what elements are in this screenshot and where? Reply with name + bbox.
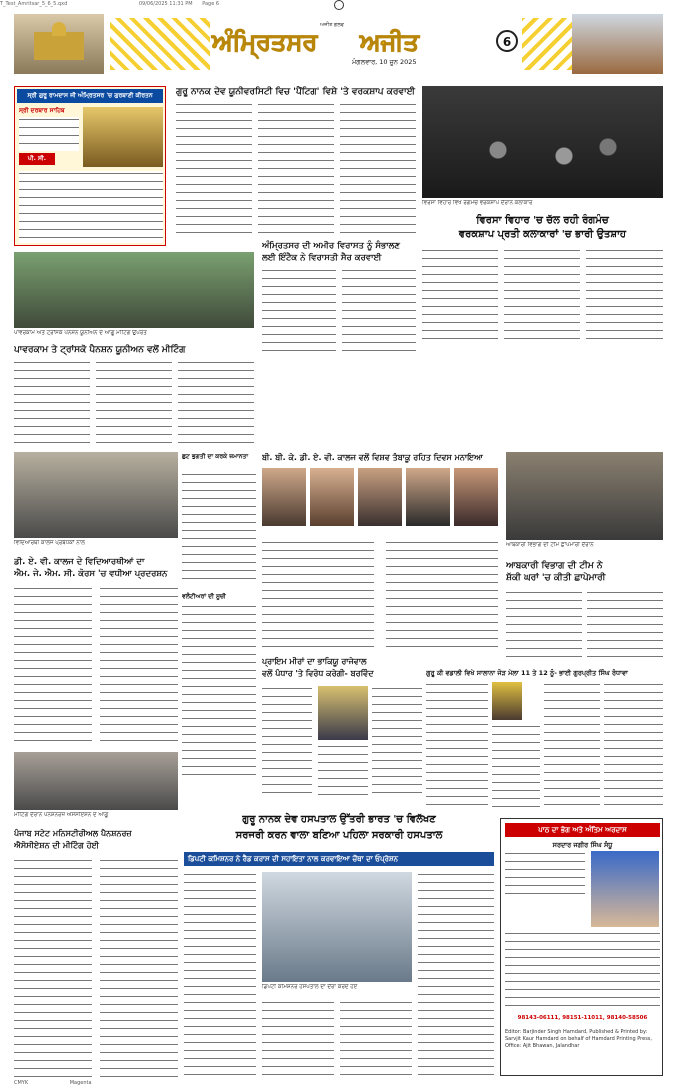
theatre-workshop-photo [422, 86, 663, 198]
page-label: Page 6 [202, 1, 220, 7]
column-text [426, 682, 488, 808]
photo-caption: ਡਿਪਟੀ ਕਮਿਸ਼ਨਰ ਹਸਪਤਾਲ ਦਾ ਦੌਰਾ ਕਰਦੇ ਹੋਏ [262, 984, 358, 990]
column-text [262, 1000, 334, 1076]
speaker-portrait [492, 682, 522, 720]
column-text [178, 360, 254, 444]
column-text [176, 102, 252, 236]
obituary-heading: ਪਾਠ ਦਾ ਭੋਗ ਅਤੇ ਅੰਤਿਮ ਅਰਦਾਸ [505, 823, 660, 837]
golden-temple-image [14, 14, 104, 74]
students-photo [14, 452, 178, 538]
headline: ਵਲੰਟੀਅਰਾਂ ਦੀ ਸੂਚੀ [182, 593, 226, 600]
article-continuation [262, 540, 498, 650]
column-text [604, 682, 663, 808]
headline: ਗੁਰੂ ਨਾਨਕ ਦੇਵ ਯੂਨੀਵਰਸਿਟੀ ਵਿਚ 'ਪੈਂਟਿਗ' ਵਿਸ਼ੇ 'ਤੇ ਵਰਕਸ਼ਾਪ ਕਰਵਾਈ [176, 87, 416, 97]
headline: ਪਾਵਰਕਾਮ ਤੇ ਟ੍ਰਾਂਸਕੋ ਪੈਨਸ਼ਨ ਯੂਨੀਅਨ ਵਲੋਂ ਮੀਟਿੰਗ [14, 345, 186, 355]
registration-mark [334, 0, 344, 10]
article-volunteers [182, 592, 256, 782]
article-bbk-dav-tobacco [262, 452, 498, 532]
column-text [340, 1000, 412, 1076]
pension-union-photo [14, 252, 254, 328]
masthead-title-1: ਅੰਮ੍ਰਿਤਸਰ [212, 28, 318, 56]
column-text [544, 682, 600, 808]
article-ministerial-pensioners [14, 828, 178, 1078]
column-text [14, 586, 92, 746]
column-text [342, 268, 416, 356]
magenta-label: Magenta [69, 1080, 92, 1086]
headline-line1: ਅੰਮ੍ਰਿਤਸਰ ਦੀ ਅਮੀਰ ਵਿਰਾਸਤ ਨੂੰ ਸੰਭਾਲਣ [262, 241, 400, 251]
masthead-date: ਮੰਗਲਵਾਰ, 10 ਜੂਨ 2025 [352, 58, 417, 66]
deceased-portrait [591, 851, 659, 927]
masthead-pattern-left [110, 18, 210, 70]
column-text [262, 540, 374, 650]
ad-heading: ਸ੍ਰੀ ਗੁਰੂ ਰਾਮਦਾਸ ਜੀ ਅੰਮ੍ਰਿਤਸਰ 'ਚ ਗੁਰਬਾਣੀ ਕੀਰਤਨ [17, 89, 163, 103]
ad-temple-image [83, 107, 163, 167]
column-text [422, 248, 498, 344]
portrait-photo [262, 468, 306, 526]
advertisement-kirtan [14, 86, 166, 246]
footer-strip [0, 1078, 677, 1089]
article-guru-ki-wadali [426, 668, 663, 808]
column-text [506, 590, 582, 660]
column-text [182, 472, 256, 582]
excise-raid-photo [506, 452, 663, 540]
obituary-phones: 98143-06111, 98151-11011, 98140-58506 [517, 1015, 648, 1021]
column-text [182, 604, 256, 782]
photo-caption: ਆਬਕਾਰੀ ਵਿਭਾਗ ਦੀ ਟੀਮ ਛਾਪੇਮਾਰੀ ਦੌਰਾਨ [506, 542, 594, 548]
article-intach-heritage [262, 240, 416, 356]
headline-line1: ਪੰਜਾਬ ਸਟੇਟ ਮਨਿਸਟੀਰੀਅਲ ਪੈਨਸ਼ਨਰਜ਼ [14, 829, 132, 838]
leader-portrait [318, 686, 368, 740]
photo-caption: ਪਾਵਰਕਾਮ ਅਤੇ ਟ੍ਰਾਂਸਕੋ ਪੈਨਸ਼ਨ ਯੂਨੀਅਨ ਦੇ ਆਗੂ ਮੀਟਿੰਗ ਉਪਰੰਤ [14, 330, 147, 336]
pensioners-meeting-photo [14, 752, 178, 810]
article-gndh-hospital-headline [184, 812, 494, 846]
headline-line1: ਆਬਕਾਰੀ ਵਿਭਾਗ ਦੀ ਟੀਮ ਨੇ [506, 561, 603, 571]
obituary-text [505, 851, 585, 901]
column-text [262, 686, 312, 796]
column-text [386, 540, 498, 650]
obituary-notice [500, 818, 663, 1076]
cmyk-label: CMYK [14, 1080, 29, 1086]
portrait-photo [406, 468, 450, 526]
article-powercom-meeting [14, 344, 254, 444]
headline-line2: ਵਲੋਂ ਪੰਧਾਰ 'ਤੇ ਵਿਰੋਧ ਕਰੇਗੀ- ਬਰਵਿੰਦ [262, 669, 374, 678]
headline-line2: ਐਮ. ਜੇ. ਐਮ. ਸੀ. ਕੋਰਸ 'ਚ ਵਧੀਆ ਪ੍ਰਦਰਸ਼ਨ [14, 569, 168, 579]
article-dav-mjmc [14, 556, 178, 746]
photo-caption: ਵਿਰਸਾ ਵਿਹਾਰ ਵਿਖੇ ਰੰਗਮੰਚ ਵਰਕਸ਼ਾਪ ਦੌਰਾਨ ਕਲਾਕਾਰ [422, 200, 533, 206]
ad-box-label: ਪੀ. ਸੀ. [19, 153, 55, 165]
column-text [587, 590, 663, 660]
headline-line2: ਲਈ ਇੰਟੈਕ ਨੇ ਵਿਰਾਸਤੀ ਸੈਰ ਕਰਵਾਈ [262, 253, 382, 263]
print-date: 09/06/2025 11:31 PM [138, 1, 193, 7]
column-text [504, 248, 580, 344]
column-text [14, 858, 92, 1078]
page-number-badge: 6 [496, 30, 518, 52]
headline-line2: ਵਰਕਸ਼ਾਪ ਪ੍ਰਤੀ ਕਲਾਕਾਰਾਂ 'ਚ ਭਾਰੀ ਉਤਸ਼ਾਹ [458, 229, 627, 240]
hospital-kicker: ਡਿਪਟੀ ਕਮਿਸ਼ਨਰ ਨੇ ਰੈੱਡ ਕਰਾਸ ਦੀ ਸਹਾਇਤਾ ਨਾਲ ਕਰਵਾਇਆ ਚੌਥਾ ਦਾ ਓਪ੍ਰੇਸ਼ਨ [184, 852, 494, 866]
column-text [258, 102, 334, 236]
file-name: T_Test_Amritsar_5_6_5.qxd [0, 1, 68, 7]
obituary-name: ਸਰਦਾਰ ਜਗੀਰ ਸਿੰਘ ਸੰਧੂ [552, 841, 613, 849]
heritage-building-image [572, 14, 663, 74]
headline-line1: ਵਿਰਸਾ ਵਿਹਾਰ 'ਚ ਚੱਲ ਰਹੀ ਰੰਗਮੰਚ [476, 215, 609, 226]
article-excise-raid [506, 560, 663, 660]
article-virsa-vihar [422, 214, 663, 344]
article-gndu-painting [176, 86, 416, 236]
column-text [418, 872, 494, 1076]
photo-caption: ਵਿਦਿਆਰਥੀ ਕਾਲਜ ਪ੍ਰਬੰਧਕਾਂ ਨਾਲ [14, 540, 85, 546]
photo-caption: ਮੀਟਿੰਗ ਦੌਰਾਨ ਪੈਨਸ਼ਨਰਜ਼ ਐਸੋਸੀਏਸ਼ਨ ਦੇ ਆਗੂ [14, 812, 109, 818]
portrait-photo [358, 468, 402, 526]
column-text [100, 586, 178, 746]
headline-line1: ਡੀ. ਏ. ਵੀ. ਕਾਲਜ ਦੇ ਵਿਦਿਆਰਥੀਆਂ ਦਾ [14, 557, 145, 567]
headline-line2: ਐਸੋਸੀਏਸ਼ਨ ਦੀ ਮੀਟਿੰਗ ਹੋਈ [14, 841, 99, 850]
headline-line2: ਸਰਜਰੀ ਕਰਨ ਵਾਲਾ ਬਣਿਆ ਪਹਿਲਾ ਸਰਕਾਰੀ ਹਸਪਤਾਲ [235, 830, 443, 841]
headline-line1: ਗੁਰੂ ਨਾਨਕ ਦੇਵ ਹਸਪਤਾਲ ਉੱਤਰੀ ਭਾਰਤ 'ਚ ਵਿਲੱਖਣ [242, 814, 436, 825]
ad-text-block [19, 117, 79, 151]
column-text [340, 102, 416, 236]
masthead-tag: ਅਜੀਤ ਗਲਵ [320, 22, 344, 28]
column-text [184, 872, 256, 1076]
masthead-title-box [212, 22, 492, 66]
article-small-column [182, 452, 256, 582]
masthead-title-2: ਅਜੀਤ [360, 28, 419, 56]
obituary-body [505, 931, 660, 1011]
column-text [14, 360, 90, 444]
portrait-photo [310, 468, 354, 526]
column-text [492, 724, 540, 808]
column-text [96, 360, 172, 444]
publisher-footer: Editor: Barjinder Singh Hamdard, Published & Printed by: Sarvjit Kaur Hamdard on behalf of Hamdard Printing Press, Office: Ajit Bhawan, Jalandhar [505, 1029, 652, 1049]
ad-subheading: ਸ੍ਰੀ ਦਰਬਾਰ ਸਾਹਿਬ [19, 107, 65, 114]
headline: ਬੀ. ਬੀ. ਕੇ. ਡੀ. ਏ. ਵੀ. ਕਾਲਜ ਵਲੋਂ ਵਿਸ਼ਵ ਤੰਬਾਕੂ ਰਹਿਤ ਦਿਵਸ ਮਨਾਇਆ [262, 453, 483, 462]
column-text [262, 268, 336, 356]
masthead [14, 14, 663, 76]
column-text [586, 248, 663, 344]
article-bku-rajewal [262, 656, 422, 796]
column-text [372, 686, 422, 796]
column-text [100, 858, 178, 1078]
ad-body-text [19, 171, 163, 243]
column-text [318, 744, 368, 796]
headline-line1: ਪ੍ਰਾਇਮ ਮੀਰਾਂ ਦਾ ਭਾਕਿਯੂ ਰਾਜੇਵਾਲ [262, 657, 367, 666]
hospital-visit-photo [262, 872, 412, 982]
headline: ਗੁਰੂ ਕੀ ਵਡਾਲੀ ਵਿਖੇ ਸਾਲਾਨਾ ਜੋੜ ਮੇਲਾ 11 ਤੇ 12 ਨੂੰ- ਭਾਈ ਗੁਰਪ੍ਰੀਤ ਸਿੰਘ ਰੰਧਾਵਾ [426, 669, 628, 677]
headline-line2: ਸ਼ੱਕੀ ਘਰਾਂ 'ਚ ਕੀਤੀ ਛਾਪੇਮਾਰੀ [506, 573, 606, 583]
masthead-pattern-right [522, 18, 572, 70]
headline: ਛੁਟ ਭੁਗਤੀ ਦਾ ਕਰਕੇ ਜ਼ਮਾਨਤਾ [182, 453, 249, 460]
portrait-photo [454, 468, 498, 526]
